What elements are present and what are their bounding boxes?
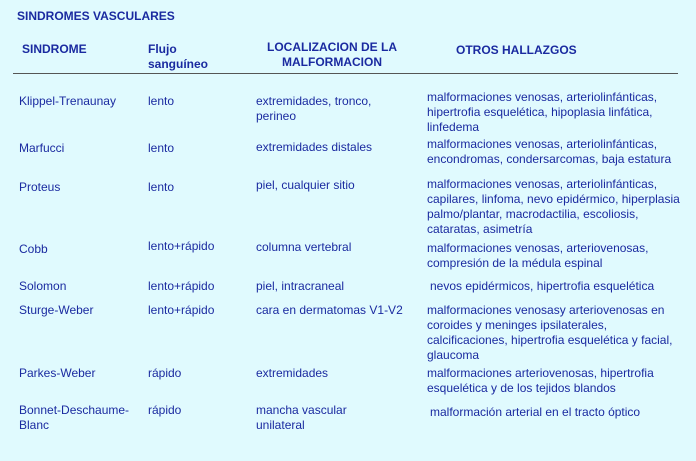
cell-flujo: rápido — [148, 403, 182, 417]
header-flujo: Flujo sanguíneo — [148, 42, 209, 71]
cell-localizacion: columna vertebral — [256, 240, 352, 254]
cell-otros-hallazgos: malformación arterial en el tracto óptico — [430, 405, 641, 419]
cell-otros-hallazgos: malformaciones venosasy arteriovenosas en coroides y meninges ipsilaterales, calcificaciones, hipertrofia esquelética y facial, glaucoma — [427, 303, 673, 362]
cell-localizacion: extremidades, tronco, perineo — [256, 94, 372, 123]
cell-otros-hallazgos: malformaciones arteriovenosas, hipertrofia esquelética y de los tejidos blandos — [427, 366, 654, 395]
cell-localizacion: extremidades — [256, 366, 329, 380]
cell-localizacion: piel, intracraneal — [256, 279, 345, 293]
cell-sindrome: Solomon — [19, 279, 67, 293]
cell-otros-hallazgos: malformaciones venosas, arteriolinfánticas, encondromas, condersarcomas, baja estatura — [427, 137, 672, 166]
cell-flujo: lento+rápido — [148, 239, 215, 253]
cell-flujo: lento — [148, 180, 175, 194]
cell-otros-hallazgos: malformaciones venosas, arteriolinfánticas, hipertrofia esquelética, hipoplasia linfática, linfedema — [427, 90, 658, 134]
cell-localizacion: cara en dermatomas V1-V2 — [256, 303, 403, 317]
cell-flujo: lento — [148, 94, 175, 108]
cell-sindrome: Parkes-Weber — [19, 366, 96, 380]
page-title: SINDROMES VASCULARES — [17, 9, 175, 23]
cell-flujo: lento+rápido — [148, 279, 215, 293]
cell-sindrome: Proteus — [19, 180, 61, 194]
header-sindrome: SINDROME — [22, 42, 87, 56]
header-divider — [13, 73, 678, 74]
cell-flujo: lento — [148, 141, 175, 155]
cell-sindrome: Cobb — [19, 242, 48, 256]
cell-flujo: rápido — [148, 366, 182, 380]
cell-otros-hallazgos: nevos epidérmicos, hipertrofia esquelética — [430, 279, 655, 293]
cell-otros-hallazgos: malformaciones venosas, arteriovenosas, compresión de la médula espinal — [427, 241, 649, 270]
cell-localizacion: mancha vascular unilateral — [256, 403, 347, 432]
cell-otros-hallazgos: malformaciones venosas, arteriolinfánticas, capilares, linfoma, nevo epidérmico, hiperplasia palmo/plantar, macrodactilia, escoliosis, cataratas, asimetría — [427, 177, 680, 236]
cell-sindrome: Sturge-Weber — [19, 303, 94, 317]
cell-localizacion: piel, cualquier sitio — [256, 178, 355, 192]
header-localizacion: LOCALIZACION DE LA MALFORMACION — [267, 40, 397, 69]
cell-localizacion: extremidades distales — [256, 140, 373, 154]
cell-flujo: lento+rápido — [148, 303, 215, 317]
header-otros-hallazgos: OTROS HALLAZGOS — [456, 43, 577, 57]
cell-sindrome: Klippel-Trenaunay — [19, 94, 116, 108]
cell-sindrome: Bonnet-Deschaume-Blanc — [19, 403, 130, 432]
cell-sindrome: Marfucci — [19, 141, 65, 155]
